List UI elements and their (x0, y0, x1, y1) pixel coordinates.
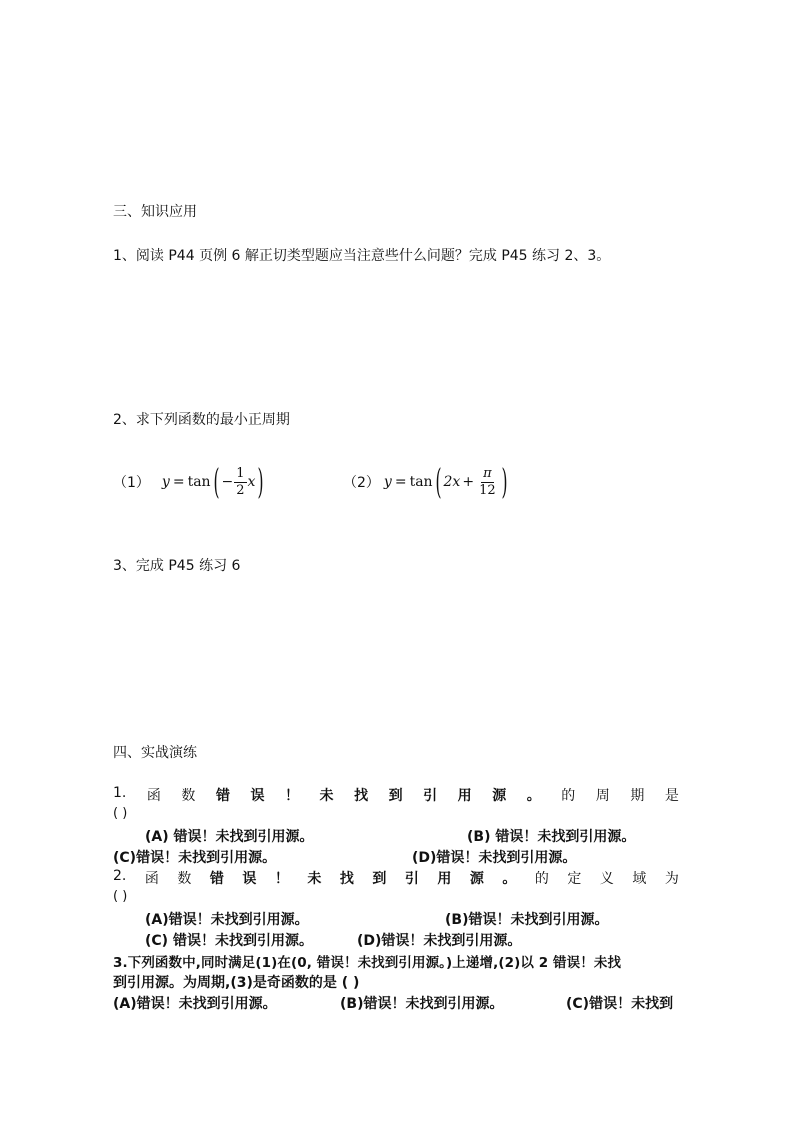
formula-1-label: （1） (113, 475, 150, 491)
problem-2-char: 到 (372, 871, 387, 887)
formula-2-denominator: 12 (479, 482, 496, 498)
problem-2-char: 的 (534, 871, 549, 887)
question-2-text: 2、求下列函数的最小正周期 (113, 412, 290, 428)
problem-2-char: 未 (307, 871, 322, 887)
problem-3-option-b: (B)错误！未找到引用源。 (340, 996, 504, 1012)
formula-1-minus: − (221, 474, 234, 490)
problem-2-char: 。 (502, 871, 517, 887)
problem-1-char: 。 (526, 788, 541, 804)
problem-3-stem-line-2: 到引用源。为周期,(3)是奇函数的是 ( ) (113, 975, 360, 991)
formula-2-tan: tan (409, 474, 433, 490)
problem-1-option-c: (C)错误！未找到引用源。 (113, 850, 277, 866)
problem-2-char: 错 (209, 871, 224, 887)
problem-1-char: 到 (388, 788, 403, 804)
problem-2-char: 域 (632, 871, 647, 887)
question-1-text: 1、阅读 P44 页例 6 解正切类型题应当注意些什么问题？完成 P45 练习 2、3。 (113, 248, 611, 264)
problem-2-char: 义 (599, 871, 614, 887)
problem-3-option-a: (A)错误！未找到引用源。 (113, 996, 277, 1012)
question-3-text: 3、完成 P45 练习 6 (113, 558, 241, 574)
problem-2-char: 为 (664, 871, 679, 887)
section-heading-knowledge-application: 三、知识应用 (113, 204, 197, 220)
problem-2-option-b: (B)错误！未找到引用源。 (445, 912, 609, 928)
problem-1-char: 引 (423, 788, 438, 804)
problem-1-char: 源 (492, 788, 507, 804)
problem-1-char: 周 (595, 788, 610, 804)
formula-2-right-paren: ) (501, 460, 508, 502)
formula-1-tan: tan (187, 474, 211, 490)
formula-1-denominator: 2 (236, 482, 245, 498)
problem-1-char: 错 (215, 788, 230, 804)
formula-2 (343, 462, 510, 502)
problem-2-answer-paren: ( ) (113, 889, 128, 904)
formula-2-lhs: y (383, 474, 392, 490)
problem-2-char: 数 (177, 871, 192, 887)
problem-2-option-c: (C) 错误！未找到引用源。 (145, 933, 313, 949)
problem-1-char: 数 (181, 788, 196, 804)
problem-2-char: 2. (113, 868, 127, 884)
formula-1-left-paren: ( (213, 460, 220, 502)
problem-2-option-a: (A)错误！未找到引用源。 (145, 912, 309, 928)
formula-1-numerator: 1 (236, 465, 245, 481)
formula-1-fraction (234, 466, 246, 499)
problem-1-char: 1. (113, 785, 127, 801)
problem-2-char: 源 (469, 871, 484, 887)
problem-1-answer-paren: ( ) (113, 806, 128, 821)
problem-1-char: ！ (285, 788, 300, 804)
problem-2-char: 找 (339, 871, 354, 887)
formula-2-numerator: π (483, 465, 492, 481)
formula-2-equals: = (394, 474, 407, 490)
problem-2-char: 定 (567, 871, 582, 887)
formula-2-left-paren: ( (435, 460, 442, 502)
formula-1-right-paren: ) (257, 460, 264, 502)
formula-2-coefficient: 2x (443, 474, 461, 490)
formula-1-equals: = (172, 474, 185, 490)
formula-2-fraction (477, 466, 498, 499)
problem-1-char: 找 (354, 788, 369, 804)
problem-2-char: 用 (437, 871, 452, 887)
problem-3-option-c: (C)错误！未找到 (566, 996, 674, 1012)
problem-1-option-b: (B) 错误！未找到引用源。 (467, 829, 636, 845)
problem-2-char: ！ (274, 871, 289, 887)
problem-1-char: 误 (250, 788, 265, 804)
problem-1-option-d: (D)错误！未找到引用源。 (412, 850, 577, 866)
formula-1-variable: x (247, 474, 256, 490)
problem-1-char: 函 (146, 788, 161, 804)
section-heading-practice: 四、实战演练 (113, 745, 197, 761)
problem-1-char: 未 (319, 788, 334, 804)
problem-1-stem (113, 785, 679, 805)
problem-1-char: 是 (664, 788, 679, 804)
problem-1-option-a: (A) 错误！未找到引用源。 (145, 829, 314, 845)
formula-1 (113, 462, 266, 502)
formula-2-plus: + (462, 474, 475, 490)
problem-3-stem-line-1: 3.下列函数中,同时满足(1)在(0, 错误！未找到引用源。)上递增,(2)以 2 错误！未找 (113, 955, 622, 971)
problem-1-char: 用 (457, 788, 472, 804)
formula-1-lhs: y (161, 474, 170, 490)
problem-1-char: 期 (630, 788, 645, 804)
problem-2-stem (113, 868, 679, 888)
problem-2-char: 误 (242, 871, 257, 887)
problem-2-option-d: (D)错误！未找到引用源。 (357, 933, 522, 949)
formula-2-label: （2） (343, 475, 380, 491)
problem-1-char: 的 (561, 788, 576, 804)
problem-2-char: 引 (404, 871, 419, 887)
problem-2-char: 函 (144, 871, 159, 887)
